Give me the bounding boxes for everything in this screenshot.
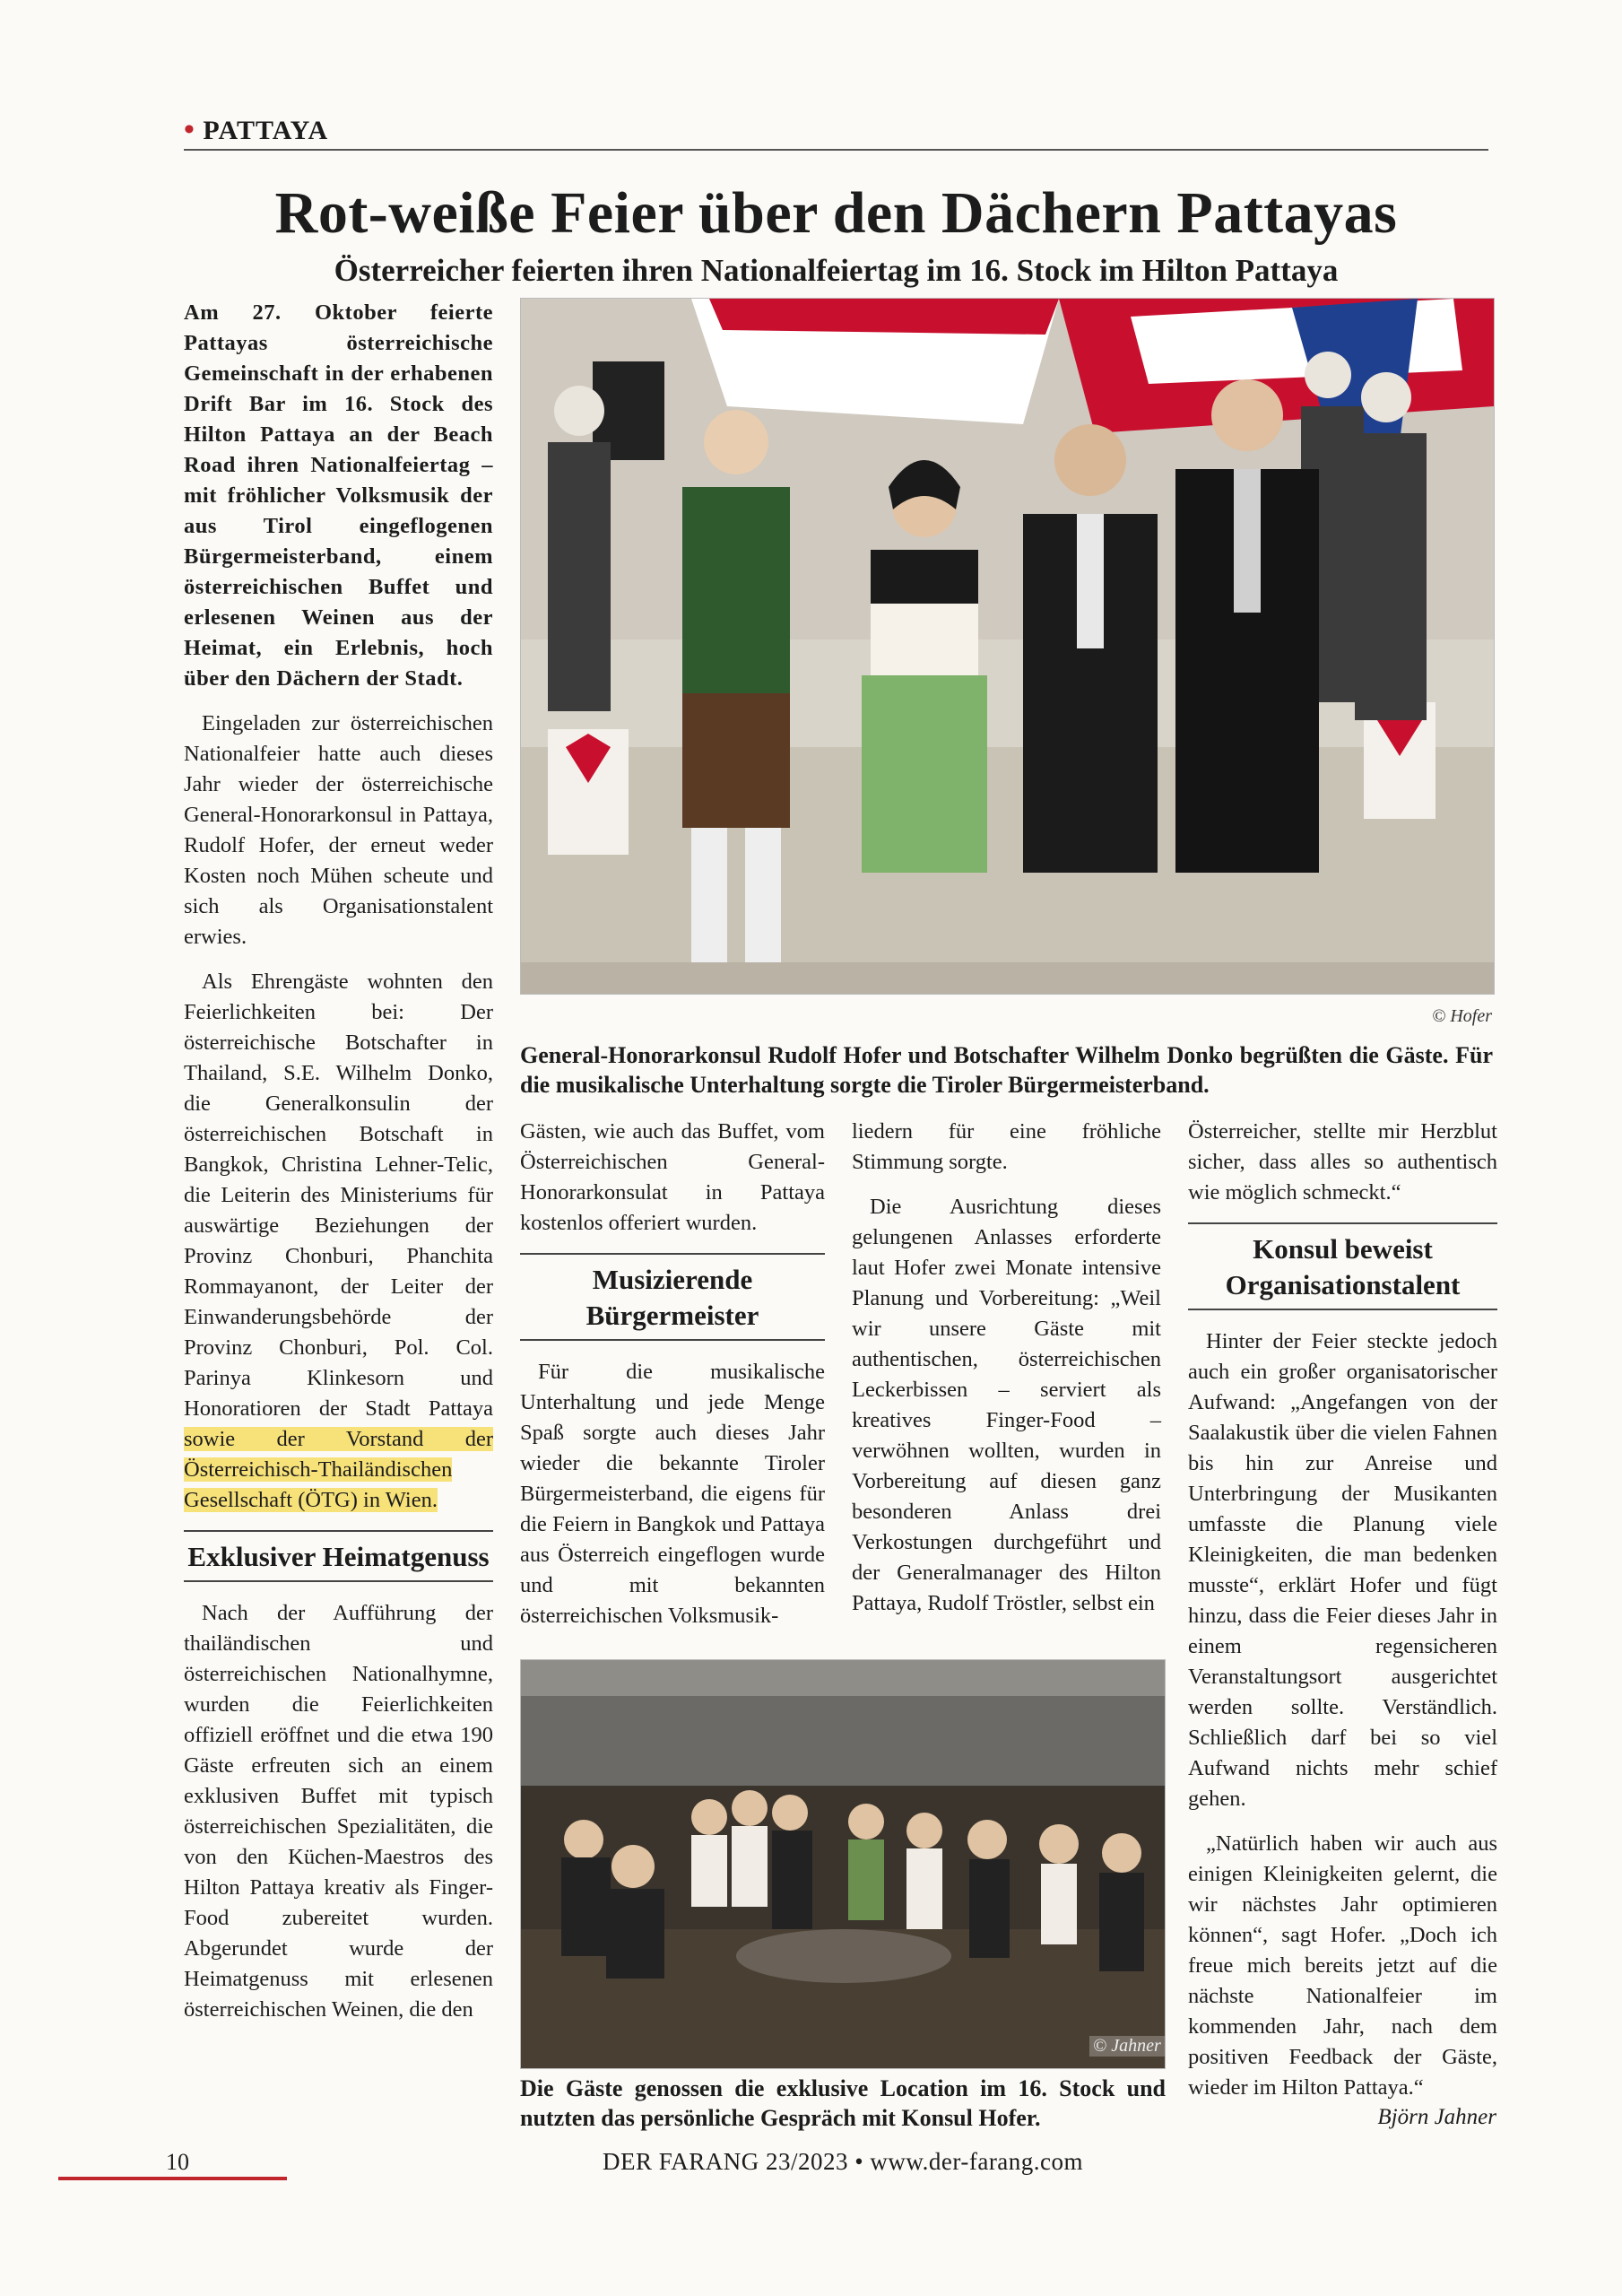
paragraph: Hinter der Feier steckte jedoch auch ein großer organisatorischer Aufwand: „Angefangen von der Saalakustik über die vielen Fahnen bis hin zur Anreise und Unterbringung der Musikanten umfasste die Planung viele Kleinigkeiten, die man bedenken musste“, erklärt Hofer und fügt hinzu, dass die Feier dieses Jahr in einem regensicheren Veranstaltungsort ausgerichtet werden sollte. Verständlich. Schließlich darf bei so viel Aufwand nichts mehr schief gehen.: [1188, 1329, 1497, 1811]
page-number: 10: [166, 2149, 189, 2175]
article-column-4: [1188, 1117, 1497, 2118]
subheading: Konsul beweist Organisationstalent: [1188, 1222, 1497, 1310]
lead-paragraph: Am 27. Oktober feierte Pattayas österreichische Gemeinschaft in der erhabenen Drift Bar im 16. Stock des Hilton Pattaya an der Beach Road ihren Nationalfeiertag – mit fröhlicher Volksmusik der aus Tirol eingeflogenen Bürgermeisterband, einem österreichischen Buffet und erlesenen Weinen aus der Heimat, ein Erlebnis, hoch über den Dächern der Stadt.: [184, 300, 493, 691]
guests-photo-illustration: [521, 1660, 1165, 2068]
publication-footer: DER FARANG 23/2023 • www.der-farang.com: [602, 2148, 1084, 2175]
photo-credit: © Jahner: [1089, 2036, 1165, 2057]
paragraph: liedern für eine fröhliche Stimmung sorgte.: [852, 1119, 1161, 1174]
highlighted-text: sowie der Vorstand der Österreichisch-Thailändischen Gesellschaft (ÖTG) in Wien.: [184, 1427, 493, 1512]
photo-caption: General-Honorarkonsul Rudolf Hofer und Botschafter Wilhelm Donko begrüßten die Gäste. Für die musikalische Unterhaltung sorgte die Tiroler Bürgermeisterband.: [520, 1042, 1493, 1098]
subheading: Exklusiver Heimatgenuss: [184, 1530, 493, 1582]
article-column-2: [520, 1117, 825, 1646]
footer-accent-bar: [58, 2177, 287, 2180]
paragraph: [184, 967, 493, 1516]
paragraph: Gästen, wie auch das Buffet, vom Österreichischen General-Honorarkonsulat in Pattaya kostenlos offeriert wurden.: [520, 1119, 825, 1235]
photo-group-portrait: [520, 298, 1495, 995]
author-byline: Björn Jahner: [1377, 2105, 1496, 2129]
band-photo-illustration: [521, 299, 1494, 994]
paragraph: Für die musikalische Unterhaltung und jede Menge Spaß sorgte auch dieses Jahr wieder die bekannte Tiroler Bürgermeisterband, die eigens für die Feiern in Bangkok und Pattaya aus Österreich eingeflogen wurde und mit bekannten österreichischen Volksmusik-: [520, 1360, 825, 1628]
paragraph: Die Ausrichtung dieses gelungenen Anlasses erforderte laut Hofer zwei Monate intensive Planung und Vorbereitung: „Weil wir unsere Gäste mit authentischen, österreichischen Leckerbissen – serviert als kreatives Finger-Food – verwöhnen wollten, wurden in Vorbereitung auf diesen ganz besonderen Anlass drei Verkostungen durchgeführt und der Generalmanager des Hilton Pattaya, Rudolf Tröstler, selbst ein: [852, 1195, 1161, 1615]
section-label-text: PATTAYA: [203, 116, 329, 145]
subheadline: Österreicher feierten ihren Nationalfeiertag im 16. Stock im Hilton Pattaya: [334, 253, 1339, 288]
paragraph: Österreicher, stellte mir Herzblut sicher, dass alles so authentisch wie möglich schmeckt.“: [1188, 1119, 1497, 1205]
photo-credit: © Hofer: [1432, 1006, 1492, 1026]
photo-guests: [520, 1659, 1166, 2069]
subheading: Musizierende Bürgermeister: [520, 1253, 825, 1341]
header-divider: [184, 149, 1488, 151]
photo-caption: Die Gäste genossen die exklusive Location im 16. Stock und nutzten das persönliche Gespräch mit Konsul Hofer.: [520, 2075, 1166, 2131]
headline: Rot-weiße Feier über den Dächern Pattayas: [274, 180, 1398, 246]
paragraph-text: Als Ehrengäste wohnten den Feierlichkeiten bei: Der österreichische Botschafter in Thailand, S.E. Wilhelm Donko, die Generalkonsulin der österreichischen Botschaft in Bangkok, Christina Lehner-Telic, die Leiterin des Ministeriums für auswärtige Beziehungen der Provinz Chonburi, Phanchita Rommayanont, der Leiter der Einwanderungsbehörde der Provinz Chonburi, Pol. Col. Parinya Klinkesorn und Honoratioren der Stadt Pattaya: [184, 970, 493, 1421]
paragraph: Nach der Aufführung der thailändischen und österreichischen Nationalhymne, wurden die Feierlichkeiten offiziell eröffnet und die etwa 190 Gäste erfreuten sich an einem exklusiven Buffet mit typisch österreichischen Spezialitäten, die von den Küchen-Maestros des Hilton Pattaya kreativ als Finger-Food zubereitet wurden. Abgerundet wurde der Heimatgenuss mit erlesenen österreichischen Weinen, die den: [184, 1601, 493, 2022]
article-column-3: [852, 1117, 1161, 1633]
bullet-icon: •: [184, 113, 195, 146]
paragraph: Eingeladen zur österreichischen Nationalfeier hatte auch dieses Jahr wieder der österreichische General-Honorarkonsul in Pattaya, Rudolf Hofer, der erneut weder Kosten noch Mühen scheute und sich als Organisationstalent erwies.: [184, 711, 493, 949]
paragraph: „Natürlich haben wir auch aus einigen Kleinigkeiten gelernt, die wir nächstes Jahr optimieren können“, sagt Hofer. „Doch ich freue mich bereits jetzt auf die nächste Nationalfeier im kommenden Jahr, nach dem positiven Feedback der Gäste, wieder im Hilton Pattaya.“: [1188, 1831, 1497, 2100]
section-label: [184, 113, 328, 147]
article-column-1: [184, 298, 493, 2039]
